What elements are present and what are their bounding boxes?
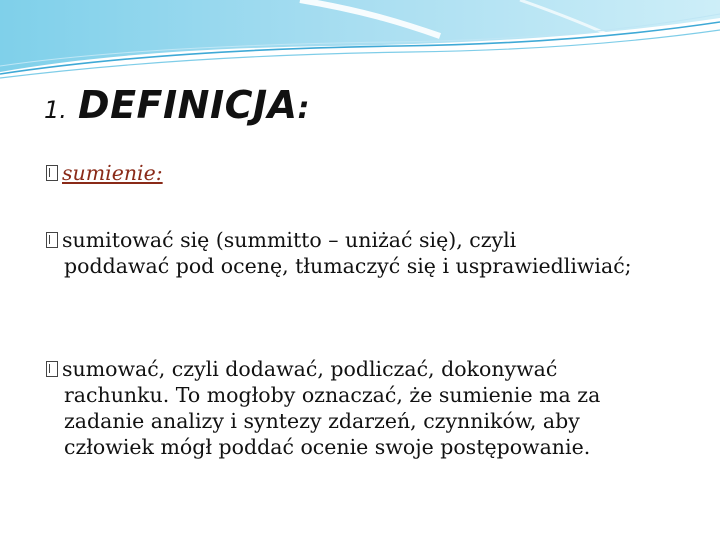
bullet-sumitowac [46,227,686,279]
bullet-text-line-3: zadanie analizy i syntezy zdarzeń, czynników, aby [64,409,580,433]
bullet-sumienie [46,160,686,186]
title-word: DEFINICJA [78,83,298,127]
square-bullet-icon [46,361,58,377]
title-number: 1. [44,96,67,124]
decorative-header-wave [0,0,720,80]
bullet-text-line-2: rachunku. To mogłoby oznaczać, że sumienie ma za [64,383,601,407]
bullet-text-line-4: człowiek mógł poddać ocenie swoje postępowanie. [64,435,591,459]
bullet-text: sumienie: [62,161,163,185]
square-bullet-icon [46,232,58,248]
square-bullet-icon [46,165,58,181]
bullet-text-line-2: poddawać pod ocenę, tłumaczyć się i usprawiedliwiać; [64,254,632,278]
slide-title [44,83,310,127]
bullet-text-line-1: sumować, czyli dodawać, podliczać, dokonywać [62,357,558,381]
title-colon: : [297,91,310,126]
bullet-text-line-1: sumitować się (summitto – uniżać się), czyli [62,228,517,252]
bullet-sumowac [46,356,686,460]
